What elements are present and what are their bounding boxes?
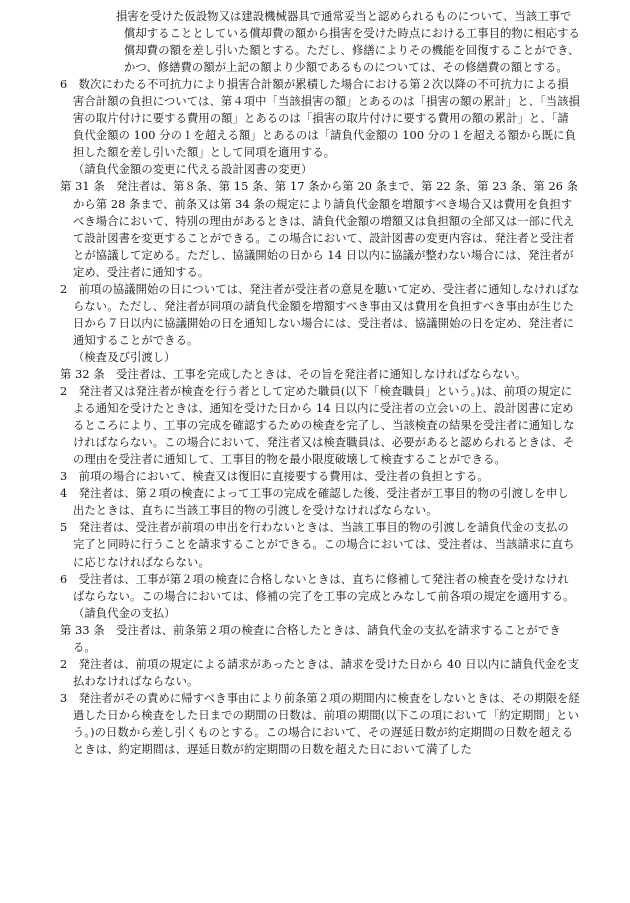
- clause-32-3: 3 前項の場合において、検査又は復旧に直接要する費用は、受注者の負担とする。: [60, 470, 489, 484]
- article-31: 第 31 条 発注者は、第８条、第 15 条、第 17 条から第 20 条まで、第 22 条、第 23 条、第 26 条から第 28 条まで、前条又は第 34 条の規定により請負代金額を増額すべき場合又は費用を負担すべき場合において、特別の理由があるときは、請負代金額の増額又は負担額の全部又は一部に代えて設計図書を変更することができる。この場合において、設計図書の変更内容は、発注者と受注者とが協議して定める。ただし、協議開始の日から 14 日以内に協議が整わない場合には、発注者が定め、受注者に通知する。: [60, 180, 579, 279]
- clause-32-6: 6 受注者は、工事が第２項の検査に合格しないときは、直ちに修補して発注者の検査を受けなければならない。この場合においては、修補の完了を工事の完成とみなして前各項の規定を適用する。: [60, 572, 575, 603]
- heading-article-31: （請負代金額の変更に代える設計図書の変更）: [73, 163, 313, 177]
- clause-33-3: 3 発注者がその責めに帰すべき事由により前条第２項の期間内に検査をしないときは、その期限を経過した日から検査をした日までの期間の日数は、前項の期間(以下この項において「約定期間」という。)の日数から差し引くものとする。この場合において、その遅延日数が約定期間の日数を超えるときは、約定期間は、遅延日数が約定期間の日数を超えた日において満了した: [60, 691, 580, 757]
- document-body: [60, 8, 580, 758]
- article-33: 第 33 条 受注者は、前条第２項の検査に合格したときは、請負代金の支払を請求することができる。: [60, 623, 561, 654]
- clause-33-2: 2 発注者は、前項の規定による請求があったときは、請求を受けた日から 40 日以内に請負代金を支払わなければならない。: [60, 657, 580, 688]
- heading-article-32: （検査及び引渡し）: [73, 350, 176, 364]
- clause-31-2: 2 前項の協議開始の日については、発注者が受注者の意見を聴いて定め、受注者に通知しなければならない。ただし、発注者が同項の請負代金額を増額すべき事由又は費用を負担すべき事由が生じた日から７日以内に協議開始の日を通知しない場合には、受注者は、協議開始の日を定め、発注者に通知することができる。: [60, 282, 580, 347]
- clause-32-5: 5 発注者は、受注者が前項の申出を行わないときは、当該工事目的物の引渡しを請負代金の支払の完了と同時に行うことを請求することができる。この場合においては、受注者は、当該請求に直ちに応じなければならない。: [60, 521, 575, 569]
- heading-article-33: （請負代金の支払）: [73, 606, 176, 620]
- clause-32-4: 4 発注者は、第２項の検査によって工事の完成を確認した後、受注者が工事目的物の引渡しを申し出たときは、直ちに当該工事目的物の引渡しを受けなければならない。: [60, 487, 569, 518]
- article-32: 第 32 条 受注者は、工事を完成したときは、その旨を発注者に通知しなければならない。: [60, 367, 527, 381]
- clause-30-6: 6 数次にわたる不可抗力により損害合計額が累積した場合における第２次以降の不可抗力による損害合計額の負担については、第４項中「当該損害の額」とあるのは「損害の額の累計」と、「当該損害の取片付けに要する費用の額」とあるのは「損害の取片付けに要する費用の額の累計」と、「請負代金額の 100 分の１を超える額」とあるのは「請負代金額の 100 分の１を超える額から既に負担した額を差し引いた額」として同項を適用する。: [60, 78, 580, 160]
- sub-item-temporary-equipment: 損害を受けた仮設物又は建設機械器具で通常妥当と認められるものについて、当該工事で償却することとしている償却費の額から損害を受けた時点における工事目的物に相応する償却費の額を差し引いた額とする。ただし、修繕によりその機能を回復することができ、かつ、修繕費の額が上記の額より少額であるものについては、その修繕費の額とする。: [116, 10, 580, 75]
- clause-32-2: 2 発注者又は発注者が検査を行う者として定めた職員(以下「検査職員」という。)は、前項の規定による通知を受けたときは、通知を受けた日から 14 日以内に受注者の立会いの上、設計図書に定めるところにより、工事の完成を確認するための検査を完了し、当該検査の結果を受注者に通知しなければならない。この場合において、発注者又は検査職員は、必要があると認められるときは、その理由を受注者に通知して、工事目的物を最小限度破壊して検査することができる。: [60, 385, 575, 467]
